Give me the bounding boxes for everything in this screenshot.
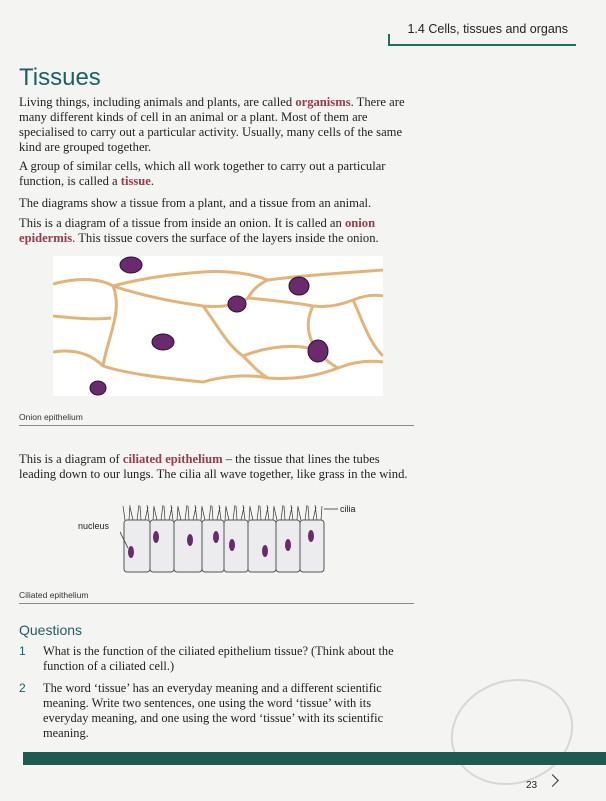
- nucleus-2: [228, 296, 246, 312]
- caption-onion-epithelium: Onion epithelium: [19, 412, 414, 426]
- cell-nucleus-2: [153, 531, 159, 543]
- p5-before: This is a diagram of: [19, 452, 123, 466]
- question-1-number: 1: [19, 644, 26, 658]
- cell-4: [202, 520, 224, 572]
- label-cilia: cilia: [340, 504, 356, 514]
- nucleus-6: [90, 381, 106, 395]
- keyword-onion-epidermis: onion epidermis: [19, 216, 376, 245]
- cell-8: [300, 520, 324, 572]
- cilia-strands: [123, 505, 322, 520]
- next-page-chevron-icon[interactable]: [546, 774, 559, 787]
- caption-ciliated-epithelium: Ciliated epithelium: [19, 590, 414, 604]
- p3-text: The diagrams show a tissue from a plant, and a tissue from an animal.: [19, 196, 372, 210]
- cell-1: [124, 520, 150, 572]
- cell-nucleus-5: [229, 539, 235, 551]
- cell-nucleus-7: [285, 539, 291, 551]
- p4-after: . This tissue covers the surface of the layers inside the onion.: [72, 231, 379, 245]
- label-nucleus: nucleus: [78, 521, 110, 531]
- paragraph-organisms: [19, 95, 411, 155]
- p5-after: – the tissue that lines the tubes leading down to our lungs. The cilia all wave together, like grass in the wind.: [19, 452, 408, 481]
- cell-2: [150, 520, 174, 572]
- cell-nucleus-3: [187, 534, 193, 546]
- p4-before: This is a diagram of a tissue from inside an onion. It is called an: [19, 216, 345, 230]
- question-1-text: What is the function of the ciliated epithelium tissue? (Think about the function of a ciliated cell.): [43, 644, 394, 673]
- nucleus-5: [308, 340, 328, 362]
- paragraph-ciliated: [19, 452, 419, 482]
- cell-3: [174, 520, 202, 572]
- watermark-stamp: [437, 663, 587, 800]
- keyword-organisms: organisms: [295, 95, 351, 109]
- cilia-fringe: [123, 505, 322, 520]
- p2-before: A group of similar cells, which all work together to carry out a particular function, is called a: [19, 159, 386, 188]
- cell-6: [248, 520, 276, 572]
- onion-epidermis-diagram: [53, 256, 383, 396]
- footer-band: [23, 752, 606, 765]
- keyword-ciliated-epithelium: ciliated epithelium: [122, 452, 223, 466]
- question-2-number: 2: [19, 681, 26, 695]
- question-2-text: The word ‘tissue’ has an everyday meaning and a different scientific meaning. Write two sentences, one using the word ‘tissue’ with its everyday meaning, and one using the word ‘tissue’ with its scientific meaning.: [43, 681, 384, 740]
- paragraph-tissue: [19, 159, 411, 189]
- header-tick: [388, 34, 390, 46]
- cell-5: [224, 520, 248, 572]
- questions-heading: Questions: [19, 622, 83, 638]
- p2-after: .: [150, 174, 155, 188]
- cell-nucleus-6: [262, 545, 268, 557]
- p1-before: Living things, including animals and plants, are called: [19, 95, 296, 109]
- page-title: Tissues: [19, 64, 101, 91]
- section-header: [388, 18, 576, 46]
- cell-nucleus-4: [213, 531, 219, 543]
- paragraph-onion: [19, 216, 411, 246]
- epithelial-cells: [124, 520, 324, 572]
- p1-after: . There are many different kinds of cell in an animal or a plant. Most of them are specialised to carry out a particular activity. Usually, many cells of the same kind are grouped together.: [19, 95, 405, 154]
- cell-nucleus-1: [128, 546, 134, 558]
- nucleus-4: [152, 334, 174, 350]
- nucleus-3: [289, 277, 309, 295]
- ciliated-epithelium-diagram: [120, 500, 340, 580]
- cell-nucleus-8: [308, 530, 314, 542]
- nucleus-1: [120, 257, 142, 273]
- page-number: 23: [526, 780, 538, 791]
- keyword-tissue: tissue: [120, 174, 151, 188]
- paragraph-diagrams: [19, 196, 411, 211]
- section-title: 1.4 Cells, tissues and organs: [407, 22, 568, 36]
